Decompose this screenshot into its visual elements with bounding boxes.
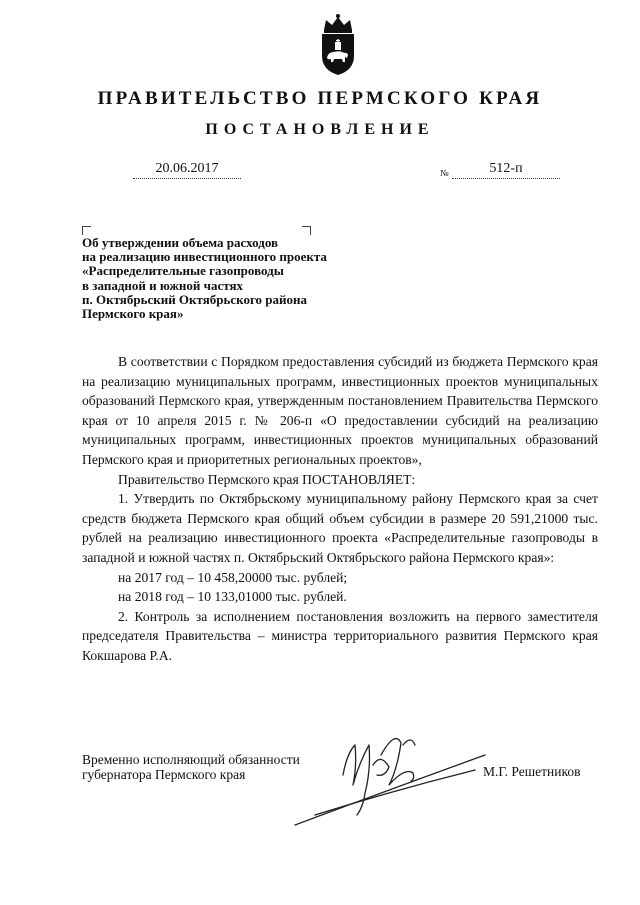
clause-2: 2. Контроль за исполнением постановления возложить на первого заместителя председателя Правительства – министра территориального развития Пермского края Кокшарова Р.А.: [82, 608, 598, 663]
subject-corner-mark-right: [302, 226, 311, 235]
clause-1-year-2017: на 2017 год – 10 458,20000 тыс. рублей;: [118, 569, 348, 585]
document-subject: [82, 236, 382, 321]
clause-1: 1. Утвердить по Октябрьскому муниципальному району Пермского края за счет средств бюджета Пермского края общий объем субсидии в размере 20 591,21000 тыс. рублей на реализацию инвестиционного проекта «Распределительные газопроводы в западной и южной частях п. Октябрьский Октябрьского района Пермского края»:: [82, 491, 598, 565]
subject-line: на реализацию инвестиционного проекта: [82, 249, 327, 265]
subject-line: п. Октябрьский Октябрьского района: [82, 291, 308, 307]
government-title: ПРАВИТЕЛЬСТВО ПЕРМСКОГО КРАЯ: [97, 88, 543, 109]
document-type: ПОСТАНОВЛЕНИЕ: [205, 121, 435, 138]
document-number: 512-п: [452, 160, 560, 179]
document-body: [82, 352, 598, 666]
handwritten-signature: [285, 715, 495, 830]
number-sign: №: [440, 168, 449, 178]
subject-line: Об утверждении объема расходов: [82, 235, 279, 250]
signatory-name: М.Г. Решетников: [483, 764, 581, 779]
clause-1-year-2018: на 2018 год – 10 133,01000 тыс. рублей.: [118, 589, 347, 605]
preamble-paragraph: В соответствии с Порядком предоставления субсидий из бюджета Пермского края на реализацию муниципальных программ, инвестиционных проектов муниципальных образований Пермского края, утвержденным постановлением Правительства Пермского края от 10 апреля 2015 г. № 206-п «О предоставлении субсидий на реализацию муниципальных программ, инвестиционных проектов муниципальных образований Пермского края и приоритетных региональных проектов»,: [82, 354, 598, 467]
subject-line: в западной и южной частях: [82, 277, 243, 293]
subject-line: «Распределительные газопроводы: [82, 263, 284, 279]
signatory-position-line: губернатора Пермского края: [82, 767, 246, 782]
subject-line: Пермского края»: [82, 306, 184, 322]
coat-of-arms-icon: [310, 12, 366, 78]
signatory-position: [82, 752, 300, 782]
subject-corner-mark-left: [82, 226, 91, 235]
resolution-line: Правительство Пермского края ПОСТАНОВЛЯЕТ:: [118, 471, 416, 487]
document-date: 20.06.2017: [133, 160, 241, 179]
signatory-position-line: Временно исполняющий обязанности: [82, 752, 300, 767]
